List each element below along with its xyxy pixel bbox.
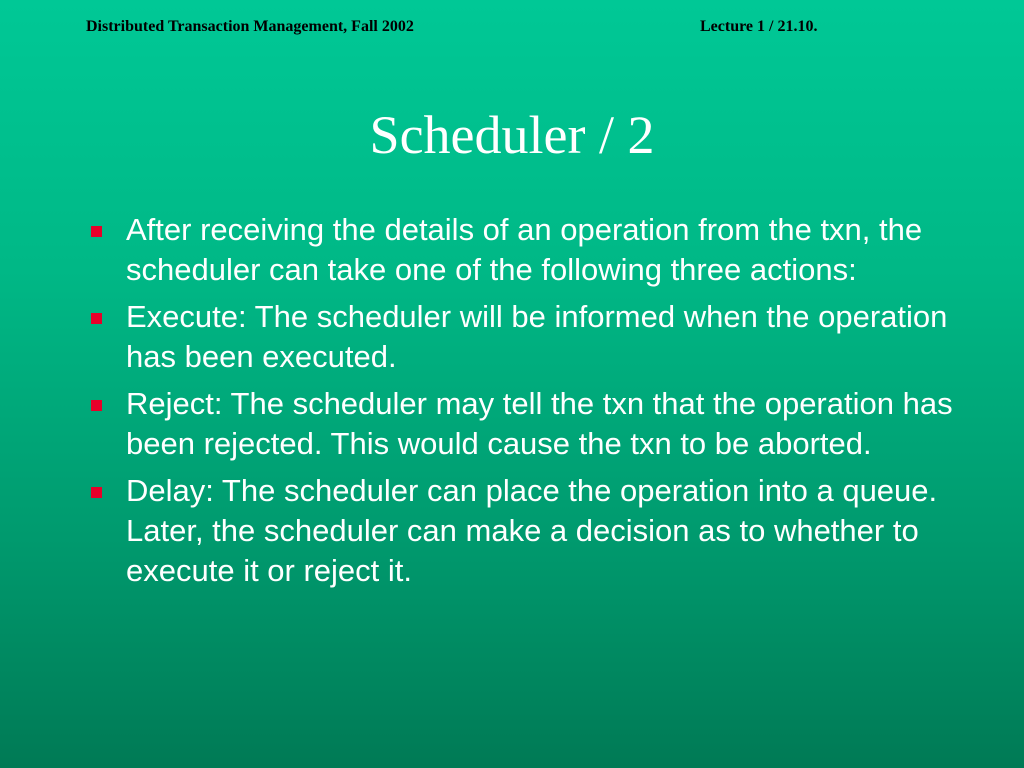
course-header: Distributed Transaction Management, Fall 2002	[86, 18, 414, 35]
bullet-item	[88, 471, 968, 591]
bullet-text: Execute: The scheduler will be informed when the operation has been executed.	[126, 299, 948, 374]
slide-title: Scheduler / 2	[369, 105, 655, 165]
lecture-header: Lecture 1 / 21.10.	[700, 18, 818, 35]
square-bullet-icon	[91, 226, 102, 237]
bullet-text: After receiving the details of an operation from the txn, the scheduler can take one of the following three actions:	[126, 212, 923, 287]
bullet-item	[88, 297, 968, 377]
bullet-list	[88, 210, 968, 598]
bullet-text: Delay: The scheduler can place the operation into a queue. Later, the scheduler can make a decision as to whether to execute it or reject it.	[126, 473, 938, 588]
square-bullet-icon	[91, 400, 102, 411]
bullet-item	[88, 384, 968, 464]
bullet-item	[88, 210, 968, 290]
bullet-text: Reject: The scheduler may tell the txn that the operation has been rejected. This would cause the txn to be aborted.	[126, 386, 953, 461]
square-bullet-icon	[91, 487, 102, 498]
square-bullet-icon	[91, 313, 102, 324]
